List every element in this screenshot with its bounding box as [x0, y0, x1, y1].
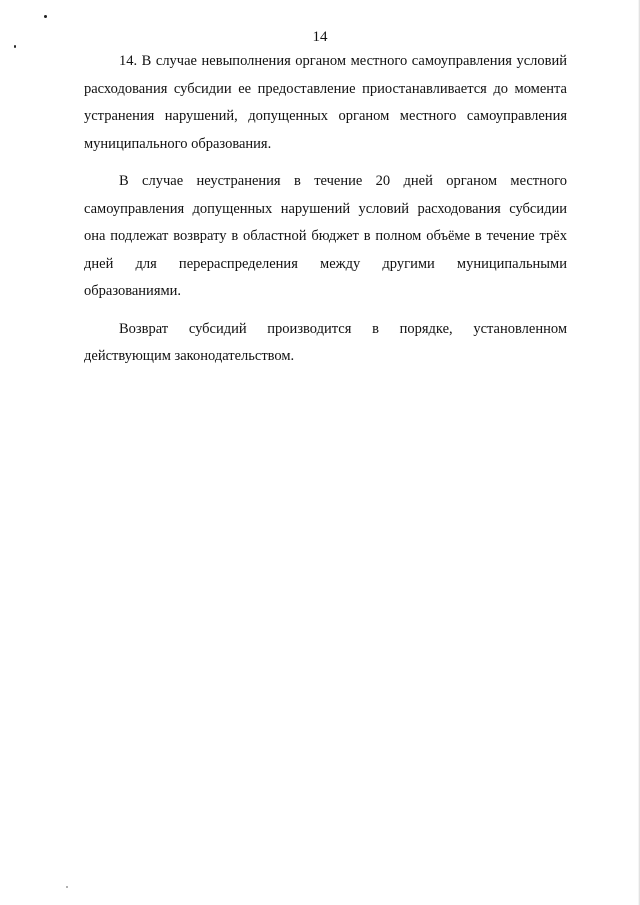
scan-speck [44, 15, 47, 18]
paragraph-refund-procedure: Возврат субсидий производится в порядке, установленном действующим законодательством. [84, 320, 567, 364]
paragraph-refund-condition: В случае неустранения в течение 20 дней органом местного самоуправления допущенных нарушений условий расходования субсидии она подлежат возврату в областной бюджет в полном объёме в течение трёх дней для перераспределения между другими муниципальными образованиями. [84, 173, 567, 299]
document-body [84, 48, 567, 381]
page-number: 14 [312, 29, 328, 45]
paragraph-clause-14: 14. В случае невыполнения органом местного самоуправления условий расходования субсидии ее предоставление приостанавливается до момента устранения нарушений, допущенных органом местного самоуправления муниципального образования. [84, 53, 567, 152]
scan-speck [66, 886, 68, 888]
